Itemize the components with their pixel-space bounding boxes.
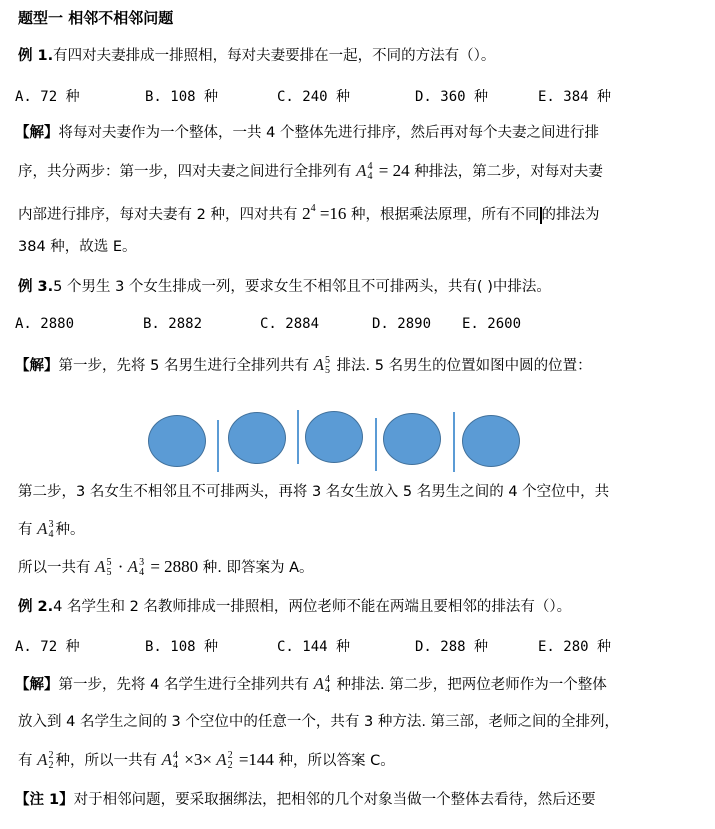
note1 <box>15 790 596 810</box>
formula-sup: 4 <box>310 203 316 214</box>
example1-solution-line2 <box>18 161 603 182</box>
option-e: E. 2600 <box>462 316 522 332</box>
formula-base: A <box>37 750 48 769</box>
solution-text: 种，根据乘法原理，所有不同 <box>346 207 540 223</box>
formula-sub: 4 <box>48 529 54 541</box>
formula-a43 <box>37 519 55 541</box>
solution-text: 的排法为 <box>541 207 600 223</box>
solution-text: 所以一共有 <box>18 560 96 576</box>
gap-divider-1 <box>217 420 219 472</box>
formula-sub: 4 <box>173 760 178 772</box>
example3-solution-line2: 第二步，3 名女生不相邻且不可排两头，再将 3 名女生放入 5 名男生之间的 4 个空位中，共 <box>18 484 610 500</box>
formula-base: A <box>95 557 106 576</box>
example1-solution-line4: 384 种，故选 E。 <box>18 239 137 255</box>
formula-sup: 4 <box>367 161 373 173</box>
solution-text: 将每对夫妻作为一个整体，一共 4 个整体先进行排序，然后再对每个夫妻之间进行排 <box>58 125 599 141</box>
example3-question-text: 5 个男生 3 个女生排成一列，要求女生不相邻且不可排两头，共有( )中排法。 <box>53 279 551 295</box>
formula-result: = 2880 <box>146 557 199 576</box>
option-d: D. 360 种 <box>415 89 489 105</box>
option-c: C. 144 种 <box>277 639 351 655</box>
example3-label: 例 3. <box>18 279 54 295</box>
example3-solution-line3 <box>18 519 85 540</box>
gap-divider-4 <box>453 412 455 472</box>
option-d: D. 2890 <box>372 316 432 332</box>
formula-a44 <box>313 674 332 696</box>
formula-sup: 3 <box>139 557 145 569</box>
solution-tag: 【解】 <box>15 125 59 141</box>
formula-base: A <box>161 750 172 769</box>
formula-rest: = 24 <box>374 161 410 180</box>
example2-question <box>18 597 571 617</box>
solution-text: 种。 <box>55 522 85 538</box>
gap-divider-2 <box>297 410 299 464</box>
example1-solution-line1 <box>15 123 599 143</box>
example2-solution-line2: 放入到 4 名学生之间的 3 个空位中的任意一个，共有 3 种方法. 第三部，老师之间的全排列， <box>18 714 620 730</box>
solution-text: 排法. 5 名男生的位置如图中圆的位置： <box>331 358 592 374</box>
example1-solution-line3 <box>18 199 600 225</box>
option-c: C. 2884 <box>260 316 320 332</box>
boy-circle-5 <box>462 415 520 467</box>
example2-label: 例 2. <box>18 599 54 615</box>
solution-text: 种，所以一共有 <box>55 753 162 769</box>
boy-circle-3 <box>305 411 363 463</box>
example3-solution-line1 <box>15 355 592 376</box>
formula-sup: 3 <box>48 519 54 531</box>
option-e: E. 280 种 <box>538 639 612 655</box>
solution-text: 序，共分两步：第一步，四对夫妻之间进行全排列有 <box>18 164 357 180</box>
formula-base: 2 <box>302 204 311 223</box>
formula-sub: 4 <box>139 567 145 579</box>
option-a: A. 72 种 <box>15 89 80 105</box>
formula-a55-times-a43 <box>95 557 199 579</box>
formula-a44-3-a22 <box>161 750 274 772</box>
formula-sub: 4 <box>367 171 373 183</box>
example2-solution-line1 <box>15 674 607 695</box>
boy-circle-1 <box>148 415 206 467</box>
note-tag: 【注 1】 <box>15 792 74 808</box>
formula-sub: 5 <box>106 567 112 579</box>
solution-text: 种排法. 第二步，把两位老师作为一个整体 <box>331 677 607 693</box>
example3-solution-line4 <box>18 557 314 578</box>
formula-a55 <box>313 355 332 377</box>
solution-tag: 【解】 <box>15 358 59 374</box>
formula-base: A <box>37 519 48 538</box>
option-b: B. 108 种 <box>145 89 219 105</box>
option-d: D. 288 种 <box>415 639 489 655</box>
formula-times: ×3× <box>180 750 217 769</box>
formula-base: A <box>313 355 324 374</box>
formula-sup: 4 <box>173 750 178 762</box>
formula-sup: 2 <box>48 750 54 762</box>
formula-rest: =16 <box>315 204 347 223</box>
solution-text: 有 <box>18 753 38 769</box>
example2-solution-line3 <box>18 750 395 771</box>
solution-text: 种. 即答案为 A。 <box>198 560 314 576</box>
formula-sup: 2 <box>227 750 233 762</box>
solution-text: 有 <box>18 522 38 538</box>
solution-text: 第一步，先将 5 名男生进行全排列共有 <box>58 358 314 374</box>
formula-base: A <box>216 750 227 769</box>
section-title: 题型一 相邻不相邻问题 <box>18 9 174 27</box>
boy-circle-2 <box>228 412 286 464</box>
example3-question <box>18 277 551 297</box>
option-b: B. 2882 <box>143 316 203 332</box>
formula-base: A <box>127 557 139 576</box>
solution-text: 内部进行排序，每对夫妻有 2 种，四对共有 <box>18 207 303 223</box>
formula-base: A <box>313 674 324 693</box>
example2-question-text: 4 名学生和 2 名教师排成一排照相，两位老师不能在两端且要相邻的排法有（）。 <box>53 599 572 615</box>
option-e: E. 384 种 <box>538 89 612 105</box>
solution-text: 种，所以答案 C。 <box>273 753 395 769</box>
boy-circle-4 <box>383 413 441 465</box>
formula-sub: 4 <box>324 684 330 696</box>
solution-text: 第一步，先将 4 名学生进行全排列共有 <box>58 677 314 693</box>
formula-2-pow-4 <box>302 204 346 223</box>
formula-a22 <box>37 750 55 772</box>
formula-dot: · <box>113 557 128 576</box>
example1-label: 例 1. <box>18 48 54 64</box>
formula-result: =144 <box>234 750 274 769</box>
formula-sup: 4 <box>324 674 330 686</box>
note-text: 对于相邻问题，要采取捆绑法，把相邻的几个对象当做一个整体去看待，然后还要 <box>73 792 596 808</box>
gap-divider-3 <box>375 418 377 471</box>
formula-sup: 5 <box>324 355 330 367</box>
option-b: B. 108 种 <box>145 639 219 655</box>
formula-base: A <box>356 161 367 180</box>
solution-text: 种排法，第二步，对每对夫妻 <box>409 164 603 180</box>
option-c: C. 240 种 <box>277 89 351 105</box>
solution-tag: 【解】 <box>15 677 59 693</box>
example1-question <box>18 46 495 66</box>
formula-sup: 5 <box>106 557 112 569</box>
option-a: A. 72 种 <box>15 639 80 655</box>
formula-sub: 5 <box>324 365 330 377</box>
formula-a44 <box>356 161 410 183</box>
example1-question-text: 有四对夫妻排成一排照相，每对夫妻要排在一起，不同的方法有（）。 <box>53 48 496 64</box>
formula-sub: 2 <box>48 760 54 772</box>
option-a: A. 2880 <box>15 316 75 332</box>
formula-sub: 2 <box>227 760 233 772</box>
boys-position-diagram <box>140 400 540 480</box>
